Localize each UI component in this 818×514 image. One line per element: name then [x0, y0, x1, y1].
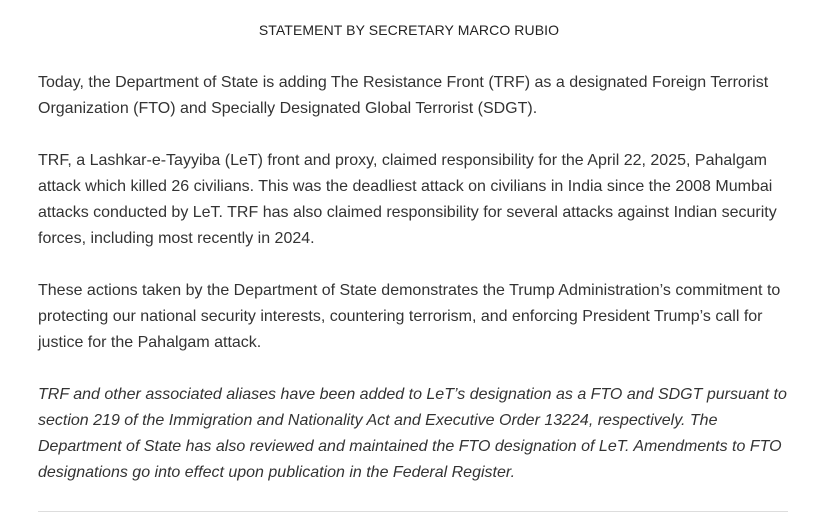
- statement-heading: STATEMENT BY SECRETARY MARCO RUBIO: [258, 22, 560, 38]
- paragraph-administration-commitment: These actions taken by the Department of State demonstrates the Trump Administration’s commitment to protecting our national security interests, countering terrorism, and enforcing President Trump’s call for justice for the Pahalgam attack.: [38, 282, 781, 351]
- paragraph-pahalgam-attack: TRF, a Lashkar-e-Tayyiba (LeT) front and proxy, claimed responsibility for the April 22, 2025, Pahalgam attack which killed 26 civilians. This was the deadliest attack on civilians in India since the 2008 Mumbai attacks conducted by LeT. TRF has also claimed responsibility for several attacks against Indian security forces, including most recently in 2024.: [38, 152, 777, 247]
- paragraph-designation: Today, the Department of State is adding The Resistance Front (TRF) as a designated Foreign Terrorist Organization (FTO) and Specially Designated Global Terrorist (SDGT).: [38, 74, 769, 117]
- paragraph-legal-basis: TRF and other associated aliases have been added to LeT’s designation as a FTO and SDGT pursuant to section 219 of the Immigration and Nationality Act and Executive Order 13224, respectively. The Department of State has also reviewed and maintained the FTO designation of LeT. Amendments to FTO designations go into effect upon publication in the Federal Register.: [38, 386, 787, 481]
- divider: [38, 511, 788, 512]
